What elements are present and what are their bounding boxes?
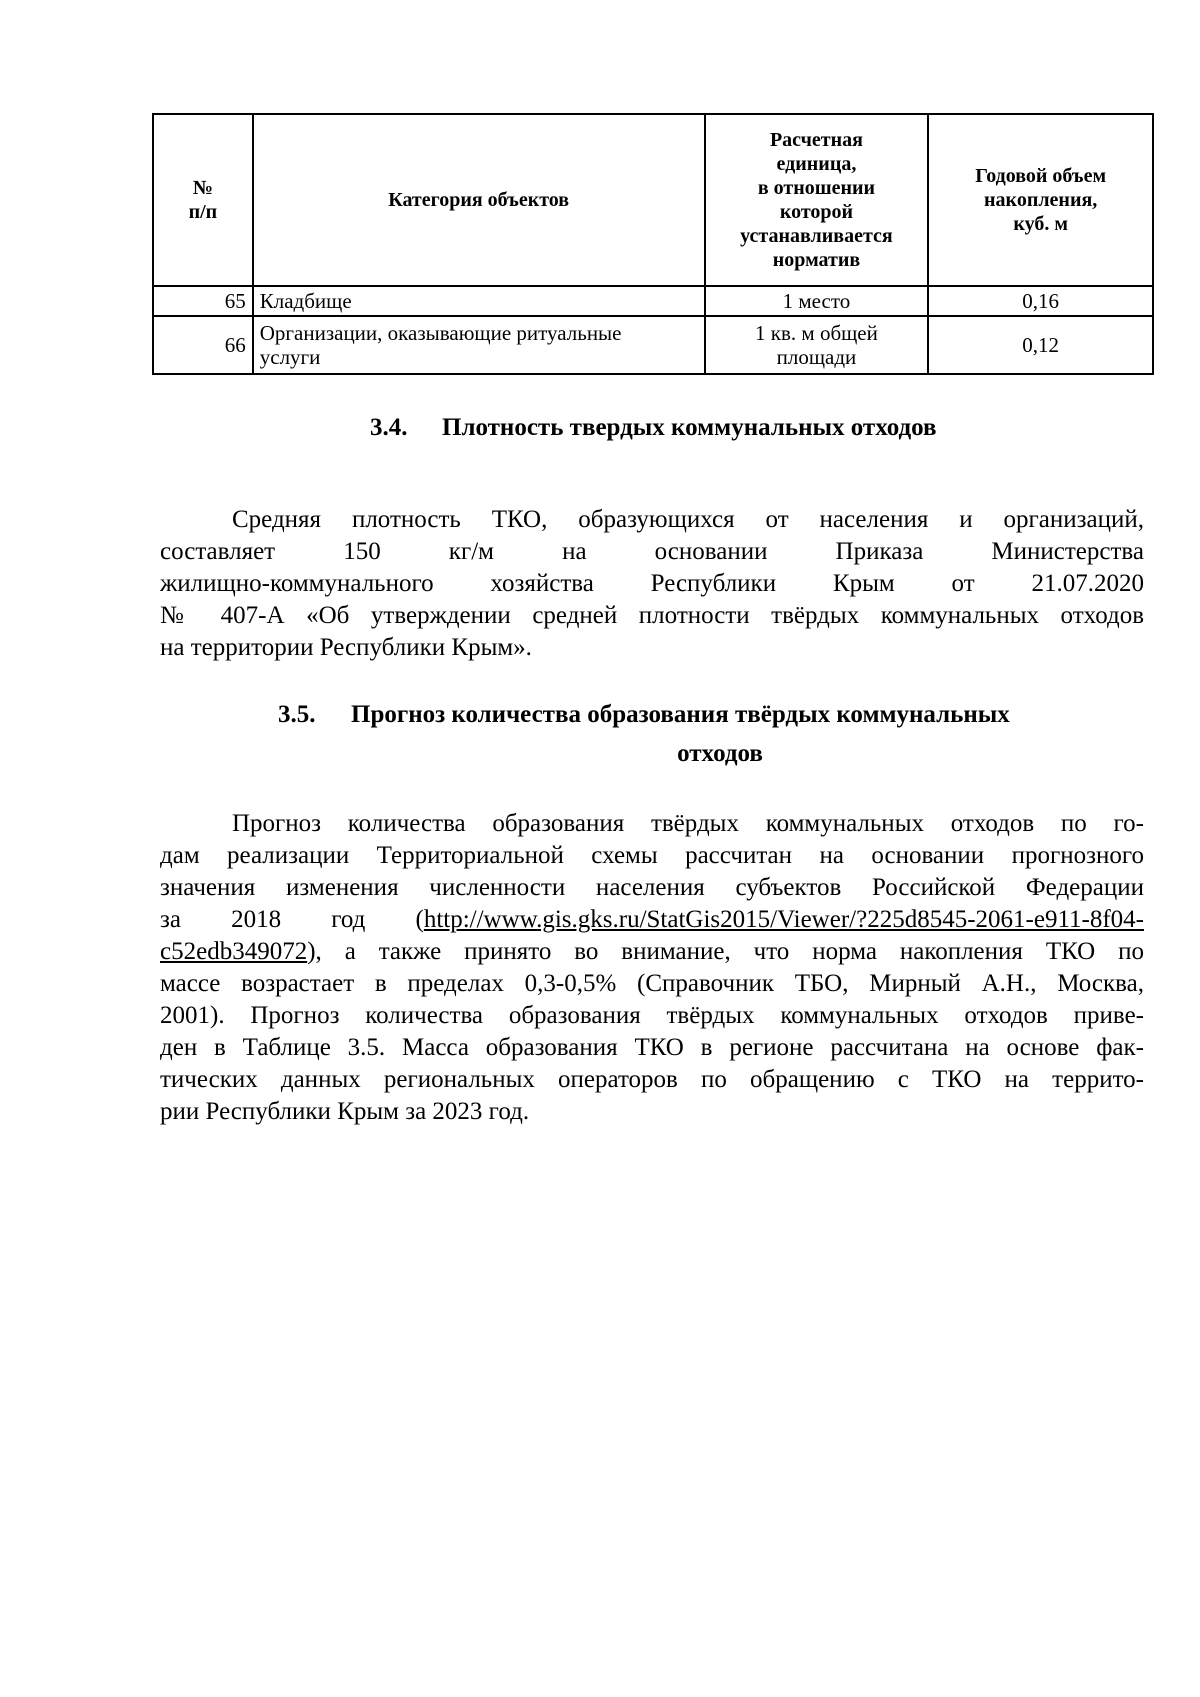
section-heading-3-4 bbox=[370, 413, 937, 443]
section-title-continued: отходов bbox=[677, 740, 763, 767]
row-category bbox=[253, 316, 705, 374]
header-volume bbox=[928, 114, 1153, 286]
paragraph-line: жилищно-коммунального хозяйства Республики Крым от 21.07.2020 bbox=[160, 570, 1144, 597]
line-suffix: ), а также принято во внимание, что норма накопления ТКО по bbox=[307, 938, 1144, 965]
statgis-link[interactable]: http://www.gis.gks.ru/StatGis2015/Viewer/?225d8545-2061-e911-8f04- bbox=[423, 906, 1144, 933]
paragraph-line: Прогноз количества образования твёрдых коммунальных отходов по го- bbox=[232, 810, 1144, 837]
paragraph-forecast bbox=[160, 808, 1144, 1128]
row-category-line: Организации, оказывающие ритуальные bbox=[259, 321, 622, 345]
paragraph-line-with-link bbox=[160, 904, 1144, 936]
paragraph-line: № 407-А «Об утверждении средней плотности твёрдых коммунальных отходов bbox=[160, 602, 1144, 629]
header-volume-line: куб. м bbox=[1013, 213, 1068, 235]
paragraph-line: значения изменения численности населения субъектов Российской Федерации bbox=[160, 874, 1144, 901]
table-row bbox=[153, 316, 1153, 374]
row-volume: 0,16 bbox=[928, 286, 1153, 316]
section-title: Прогноз количества образования твёрдых коммунальных bbox=[351, 701, 1010, 728]
paragraph-line: массе возрастает в пределах 0,3-0,5% (Справочник ТБО, Мирный А.Н., Москва, bbox=[160, 970, 1144, 997]
paragraph-line: ден в Таблице 3.5. Масса образования ТКО в регионе рассчитана на основе фак- bbox=[160, 1034, 1144, 1061]
section-number: 3.4. bbox=[370, 414, 408, 441]
section-heading-3-5 bbox=[278, 700, 1010, 730]
header-unit-line: Расчетная bbox=[769, 129, 863, 151]
header-volume-line: накопления, bbox=[984, 189, 1098, 211]
row-category: Кладбище bbox=[253, 286, 705, 316]
header-category: Категория объектов bbox=[253, 114, 705, 286]
paragraph-line: на территории Республики Крым». bbox=[160, 634, 532, 661]
header-unit-line: норматив bbox=[772, 249, 861, 271]
header-unit bbox=[705, 114, 929, 286]
row-volume: 0,12 bbox=[928, 316, 1153, 374]
statgis-link-continued[interactable]: c52edb349072 bbox=[160, 938, 308, 965]
paragraph-line: Средняя плотность ТКО, образующихся от населения и организаций, bbox=[232, 506, 1144, 533]
paragraph-line-with-link bbox=[160, 936, 1144, 968]
line-prefix: за 2018 год ( bbox=[160, 906, 424, 933]
section-number: 3.5. bbox=[278, 701, 316, 728]
header-unit-line: которой bbox=[779, 201, 854, 223]
header-unit-line: в отношении bbox=[757, 177, 876, 199]
header-num bbox=[153, 114, 253, 286]
row-unit bbox=[705, 316, 929, 374]
norms-table bbox=[152, 113, 1154, 375]
row-unit-line: площади bbox=[776, 345, 857, 369]
header-volume-line: Годовой объем bbox=[975, 165, 1107, 187]
header-unit-line: единица, bbox=[776, 153, 857, 175]
table-row bbox=[153, 286, 1153, 316]
row-unit: 1 место bbox=[705, 286, 929, 316]
paragraph-line: дам реализации Территориальной схемы рассчитан на основании прогнозного bbox=[160, 842, 1144, 869]
row-unit-line: 1 кв. м общей bbox=[755, 321, 878, 345]
row-num: 65 bbox=[153, 286, 253, 316]
paragraph-line: рии Республики Крым за 2023 год. bbox=[160, 1098, 530, 1125]
header-num-line1: № bbox=[192, 177, 213, 199]
paragraph-line: 2001). Прогноз количества образования твёрдых коммунальных отходов приве- bbox=[160, 1002, 1144, 1029]
paragraph-density bbox=[160, 504, 1144, 664]
row-num: 66 bbox=[153, 316, 253, 374]
row-category-line: услуги bbox=[259, 345, 321, 369]
paragraph-line: тических данных региональных операторов по обращению с ТКО на террито- bbox=[160, 1066, 1144, 1093]
header-unit-line: устанавливается bbox=[740, 225, 893, 247]
paragraph-line: составляет 150 кг/м на основании Приказа Министерства bbox=[160, 538, 1144, 565]
section-title: Плотность твердых коммунальных отходов bbox=[442, 414, 937, 441]
table-header-row bbox=[153, 114, 1153, 286]
header-num-line2: п/п bbox=[188, 201, 218, 223]
